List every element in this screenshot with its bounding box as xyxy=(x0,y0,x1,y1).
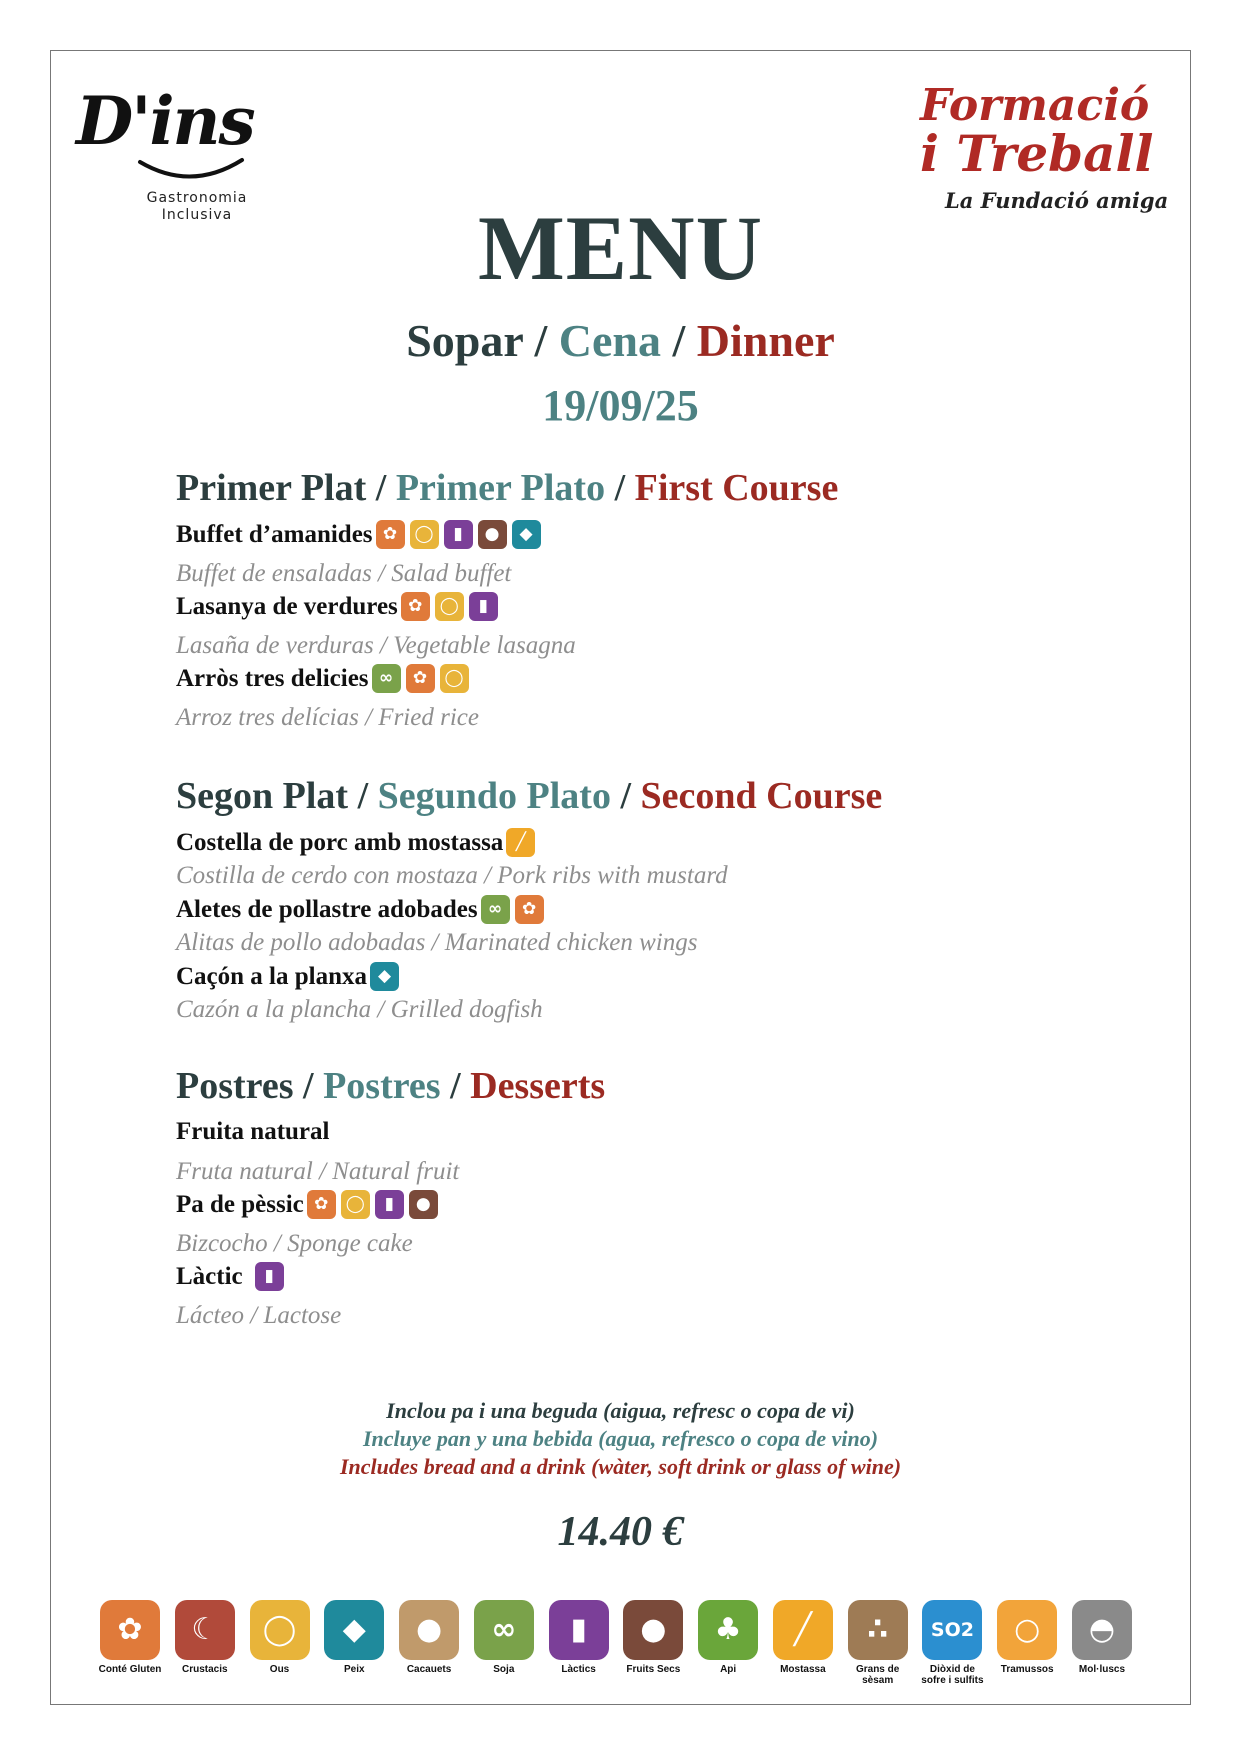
legend-item-eggs: ◯ Ous xyxy=(246,1600,314,1686)
menu-item: Lasanya de verdures ✿ ◯ ▮ xyxy=(176,592,503,621)
includes-note-en: Includes bread and a drink (wàter, soft drink or glass of wine) xyxy=(339,1454,902,1479)
legend-item-dairy: ▮ Làctics xyxy=(545,1600,613,1686)
egg-icon: ◯ xyxy=(250,1600,310,1660)
soy-pod-icon: ∞ xyxy=(481,895,510,924)
lupin-icon: ○ xyxy=(997,1600,1057,1660)
menu-item-translation: Lasaña de verduras / Vegetable lasagna xyxy=(176,632,576,659)
menu-item-translation: Costilla de cerdo con mostaza / Pork ribs with mustard xyxy=(176,862,728,889)
milk-carton-icon: ▮ xyxy=(444,520,473,549)
egg-icon: ◯ xyxy=(435,592,464,621)
menu-item-translation: Arroz tres delícias / Fried rice xyxy=(176,704,479,731)
mustard-bottle-icon: ╱ xyxy=(773,1600,833,1660)
legend-item-crustaceans: ☾ Crustacis xyxy=(171,1600,239,1686)
legend-item-gluten: ✿ Conté Gluten xyxy=(96,1600,164,1686)
shrimp-icon: ☾ xyxy=(175,1600,235,1660)
milk-carton-icon: ▮ xyxy=(375,1190,404,1219)
legend-item-soy: ∞ Soja xyxy=(470,1600,538,1686)
menu-price: 14.40 € xyxy=(557,1509,684,1555)
milk-carton-icon: ▮ xyxy=(549,1600,609,1660)
wheat-icon: ✿ xyxy=(406,664,435,693)
menu-item-translation: Bizcocho / Sponge cake xyxy=(176,1230,413,1257)
menu-item: Pa de pèssic ✿ ◯ ▮ ● xyxy=(176,1190,443,1219)
egg-icon: ◯ xyxy=(341,1190,370,1219)
smile-swoosh-icon xyxy=(136,156,246,186)
menu-item: Caçón a la planxa ◆ xyxy=(176,962,404,991)
peanut-icon: ● xyxy=(399,1600,459,1660)
menu-date: 19/09/25 xyxy=(542,381,699,430)
section-heading-desserts: Postres / Postres / Desserts xyxy=(176,1065,606,1107)
legend-item-molluscs: ◓ Mol·luscs xyxy=(1068,1600,1136,1686)
includes-note-ca: Inclou pa i una beguda (aigua, refresc o copa de vi) xyxy=(386,1398,855,1423)
meal-subtitle: Sopar / Cena / Dinner xyxy=(406,315,835,366)
menu-item: Arròs tres delicies ∞ ✿ ◯ xyxy=(176,664,474,693)
wheat-icon: ✿ xyxy=(401,592,430,621)
egg-icon: ◯ xyxy=(410,520,439,549)
legend-item-sesame: ∴ Grans de sèsam xyxy=(844,1600,912,1686)
legend-item-celery: ♣ Api xyxy=(694,1600,762,1686)
includes-note-es: Incluye pan y una bebida (agua, refresco o copa de vino) xyxy=(362,1426,879,1451)
menu-item-translation: Buffet de ensaladas / Salad buffet xyxy=(176,560,512,587)
egg-icon: ◯ xyxy=(440,664,469,693)
wheat-icon: ✿ xyxy=(307,1190,336,1219)
soy-pod-icon: ∞ xyxy=(474,1600,534,1660)
milk-carton-icon: ▮ xyxy=(255,1262,284,1291)
menu-item-translation: Cazón a la plancha / Grilled dogfish xyxy=(176,996,543,1023)
nut-icon: ● xyxy=(478,520,507,549)
fish-icon: ◆ xyxy=(370,962,399,991)
section-heading-first-course: Primer Plat / Primer Plato / First Course xyxy=(176,467,839,509)
wheat-icon: ✿ xyxy=(515,895,544,924)
milk-carton-icon: ▮ xyxy=(469,592,498,621)
nut-icon: ● xyxy=(623,1600,683,1660)
wheat-icon: ✿ xyxy=(100,1600,160,1660)
menu-item-translation: Fruta natural / Natural fruit xyxy=(176,1158,460,1185)
logo-word-formacio: Formació xyxy=(920,80,1150,131)
menu-item-translation: Alitas de pollo adobadas / Marinated chicken wings xyxy=(176,929,698,956)
logo-subtitle: La Fundació amiga xyxy=(945,188,1169,213)
menu-item: Buffet d’amanides ✿ ◯ ▮ ● ◆ xyxy=(176,520,546,549)
menu-item: Fruita natural xyxy=(176,1118,330,1145)
fish-icon: ◆ xyxy=(512,520,541,549)
celery-icon: ♣ xyxy=(698,1600,758,1660)
menu-item-translation: Lácteo / Lactose xyxy=(176,1302,342,1329)
dins-logo-subtitle: Gastronomia Inclusiva xyxy=(146,190,248,223)
legend-item-fish: ◆ Peix xyxy=(320,1600,388,1686)
menu-item: Làctic ▮ xyxy=(176,1262,289,1291)
section-heading-second-course: Segon Plat / Segundo Plato / Second Course xyxy=(176,775,883,817)
so2-icon: SO2 xyxy=(922,1600,982,1660)
menu-item: Aletes de pollastre adobades ∞ ✿ xyxy=(176,895,549,924)
legend-item-lupin: ○ Tramussos xyxy=(993,1600,1061,1686)
wheat-icon: ✿ xyxy=(376,520,405,549)
legend-item-peanuts: ● Cacauets xyxy=(395,1600,463,1686)
legend-item-nuts: ● Fruits Secs xyxy=(619,1600,687,1686)
fish-icon: ◆ xyxy=(324,1600,384,1660)
logo-word-treball: i Treball xyxy=(920,124,1154,183)
legend-item-sulphites: SO2 Diòxid de sofre i sulfits xyxy=(918,1600,986,1686)
menu-item: Costella de porc amb mostassa ╱ xyxy=(176,828,540,857)
soy-pod-icon: ∞ xyxy=(372,664,401,693)
legend-item-mustard: ╱ Mostassa xyxy=(769,1600,837,1686)
mustard-bottle-icon: ╱ xyxy=(506,828,535,857)
dins-logo-word: D'ins xyxy=(76,82,254,160)
nut-icon: ● xyxy=(409,1190,438,1219)
menu-title: MENU xyxy=(477,197,764,299)
sesame-icon: ∴ xyxy=(848,1600,908,1660)
allergen-legend xyxy=(96,1600,1136,1686)
shell-icon: ◓ xyxy=(1072,1600,1132,1660)
